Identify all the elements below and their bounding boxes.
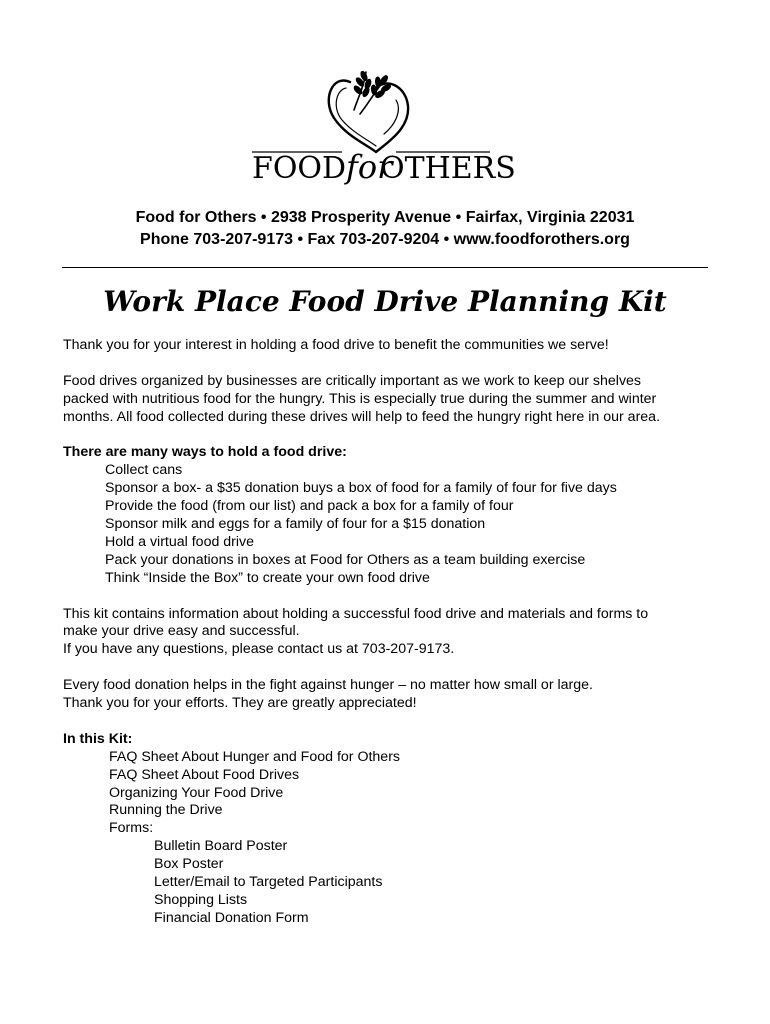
form-list-item: Financial Donation Form [154, 909, 309, 926]
ways-list-item: Collect cans [105, 462, 183, 479]
food-for-others-logo [246, 60, 516, 188]
ways-heading: There are many ways to hold a food drive: [63, 444, 347, 461]
kit-contents-item: FAQ Sheet About Food Drives [109, 766, 300, 783]
contact-phone-line: Phone 703-207-9173 • Fax 703-207-9204 • www.foodforothers.org [140, 231, 630, 248]
thanks-line: Every food donation helps in the fight against hunger – no matter how small or large. [63, 677, 593, 694]
thanks-line: Thank you for your efforts. They are greatly appreciated! [63, 695, 417, 712]
logo-word-food: FOOD [252, 151, 347, 186]
page-title: Work Place Food Drive Planning Kit [103, 285, 667, 318]
kit-info-line: This kit contains information about holding a successful food drive and materials and forms to [63, 605, 649, 622]
form-list-item: Shopping Lists [154, 892, 248, 909]
logo-word-others: OTHERS [380, 151, 516, 186]
ways-list-item: Hold a virtual food drive [105, 533, 255, 550]
ways-list-item: Think “Inside the Box” to create your own food drive [105, 569, 430, 586]
header-divider [62, 267, 708, 268]
kit-contents-heading: In this Kit: [63, 730, 133, 747]
ways-list-item: Sponsor milk and eggs for a family of four for a $15 donation [105, 516, 486, 533]
importance-line: Food drives organized by businesses are critically important as we work to keep our shelves [63, 372, 642, 389]
kit-contents-item: FAQ Sheet About Hunger and Food for Others [109, 748, 401, 765]
ways-list-item: Provide the food (from our list) and pack a box for a family of four [105, 498, 514, 515]
intro-paragraph: Thank you for your interest in holding a food drive to benefit the communities we serve! [63, 337, 609, 353]
importance-line: packed with nutritious food for the hungry. This is especially true during the summer and winter [63, 390, 657, 407]
contact-address-line: Food for Others • 2938 Prosperity Avenue • Fairfax, Virginia 22031 [135, 209, 635, 226]
logo-word-for: for [346, 148, 393, 186]
form-list-item: Letter/Email to Targeted Participants [154, 874, 383, 891]
contact-question-line: If you have any questions, please contact us at 703-207-9173. [63, 641, 455, 658]
kit-contents-item: Forms: [109, 820, 154, 837]
importance-line: months. All food collected during these drives will help to feed the hungry right here in our area. [63, 408, 661, 425]
document-body [63, 337, 713, 928]
kit-info-line: make your drive easy and successful. [63, 623, 300, 640]
form-list-item: Box Poster [154, 856, 224, 873]
ways-list-item: Sponsor a box- a $35 donation buys a box of food for a family of four for five days [105, 480, 617, 497]
form-list-item: Bulletin Board Poster [154, 838, 288, 855]
kit-contents-item: Organizing Your Food Drive [109, 784, 284, 801]
kit-contents-item: Running the Drive [109, 802, 223, 819]
ways-list-item: Pack your donations in boxes at Food for Others as a team building exercise [105, 551, 586, 568]
